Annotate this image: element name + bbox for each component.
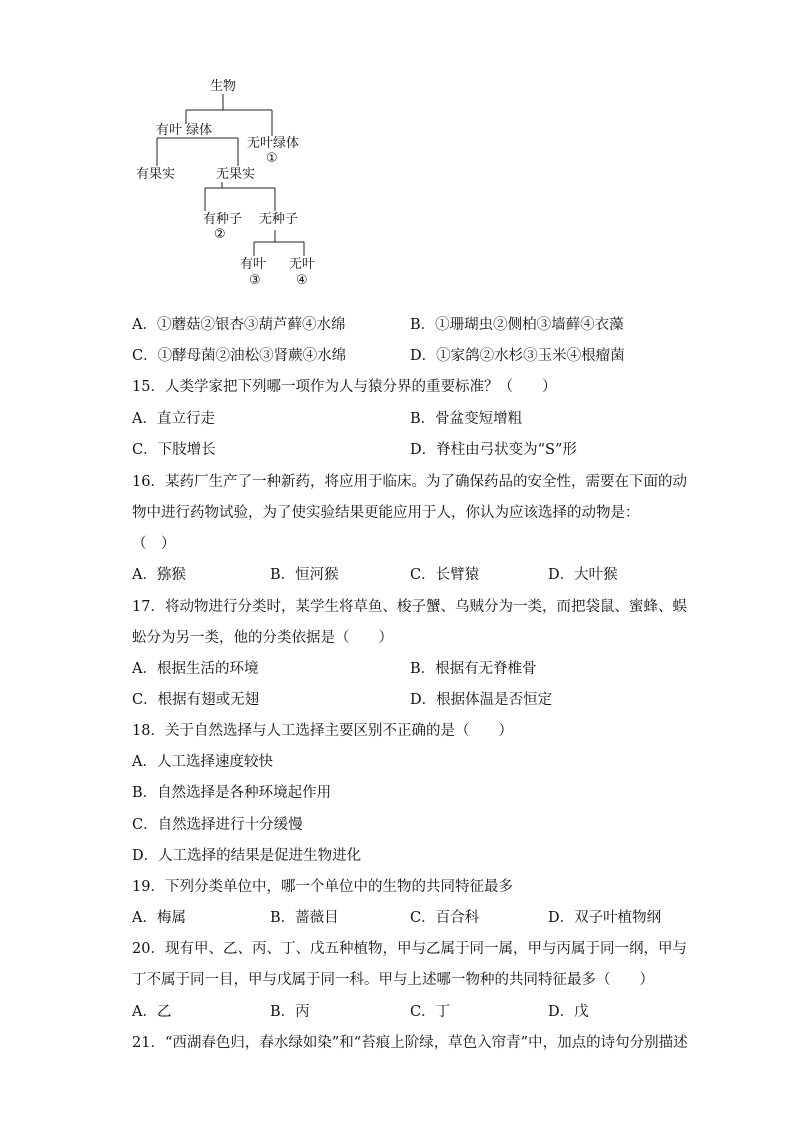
q17-option-b: B．根据有无脊椎骨: [410, 661, 537, 677]
q18-option-b: B．自然选择是各种环境起作用: [132, 785, 332, 801]
q19-stem: 19．下列分类单位中，哪一个单位中的生物的共同特征最多: [132, 879, 513, 895]
tree-mark-3: ③: [249, 273, 261, 288]
q14-option-b: B．①珊瑚虫②侧柏③墙藓④衣藻: [410, 317, 624, 333]
q20-option-a: A．乙: [132, 1004, 172, 1020]
q15-stem: 15．人类学家把下列哪一项作为人与猿分界的重要标准？（ ）: [132, 379, 557, 395]
tree-no-seed-label: 无种子: [259, 212, 299, 227]
q21-stem-line1: 21．“西湖春色归，春水绿如染”和“苔痕上阶绿，草色入帘青”中，加点的诗句分别描述: [132, 1035, 688, 1051]
q17-stem-line2: 蚣分为另一类，他的分类依据是（ ）: [132, 630, 393, 646]
q15-option-d: D．脊柱由弓状变为“S”形: [410, 442, 577, 458]
tree-mark-2: ②: [214, 227, 226, 242]
classification-tree-diagram: [120, 70, 340, 295]
q19-option-c: C．百合科: [410, 910, 480, 926]
q15-option-b: B．骨盆变短增粗: [410, 411, 523, 427]
tree-has-seed-label: 有种子: [203, 212, 243, 227]
q20-stem-line2: 丁不属于同一目，甲与戊属于同一科。甲与上述哪一物种的共同特征最多（ ）: [132, 972, 654, 988]
q17-stem-line1: 17．将动物进行分类时，某学生将草鱼、梭子蟹、乌贼分为一类，而把袋鼠、蜜蜂、蜈: [132, 599, 687, 615]
q20-option-b: B．丙: [270, 1004, 310, 1020]
tree-no-leaf-green-label: 无叶绿体: [247, 136, 300, 151]
q14-option-c: C．①酵母菌②油松③肾蕨④水绵: [132, 348, 347, 364]
q19-option-b: B．蔷薇目: [270, 910, 339, 926]
q15-option-c: C．下肢增长: [132, 442, 216, 458]
q17-option-d: D．根据体温是否恒定: [410, 692, 553, 708]
q16-option-a: A．猕猴: [132, 567, 186, 583]
q18-option-a: A．人工选择速度较快: [132, 754, 273, 770]
q18-option-d: D．人工选择的结果是促进生物进化: [132, 848, 362, 864]
q17-option-a: A．根据生活的环境: [132, 661, 259, 677]
q14-option-a: A．①蘑菇②银杏③葫芦藓④水绵: [132, 317, 346, 333]
tree-no-fruit-label: 无果实: [216, 167, 256, 182]
tree-no-leaf-label: 无叶: [289, 257, 316, 272]
q16-stem-line2: 物中进行药物试验，为了使实验结果更能应用于人，你认为应该选择的动物是：: [132, 505, 640, 521]
q14-option-d: D．①家鸽②水杉③玉米④根瘤菌: [410, 348, 625, 364]
q16-stem-line3: （ ）: [132, 536, 176, 552]
q17-option-c: C．根据有翅或无翅: [132, 692, 260, 708]
q16-option-c: C．长臂猿: [410, 567, 480, 583]
q16-stem-line1: 16．某药厂生产了一种新药，将应用于临床。为了确保药品的安全性，需要在下面的动: [132, 474, 687, 490]
q16-option-b: B．恒河猴: [270, 567, 339, 583]
q19-option-d: D．双子叶植物纲: [548, 910, 662, 926]
q19-option-a: A．梅属: [132, 910, 186, 926]
q16-option-d: D．大叶猴: [548, 567, 618, 583]
tree-mark-1: ①: [266, 151, 278, 166]
tree-has-leaf-green-label: 有叶 绿体: [156, 123, 213, 138]
q18-stem: 18．关于自然选择与人工选择主要区别不正确的是（ ）: [132, 723, 513, 739]
q20-stem-line1: 20．现有甲、乙、丙、丁、戊五种植物，甲与乙属于同一属，甲与丙属于同一纲，甲与: [132, 941, 687, 957]
tree-has-fruit-label: 有果实: [136, 167, 176, 182]
q20-option-d: D．戊: [548, 1004, 589, 1020]
q15-option-a: A．直立行走: [132, 411, 215, 427]
q18-option-c: C．自然选择进行十分缓慢: [132, 817, 303, 833]
tree-root-label: 生物: [210, 79, 237, 94]
q20-option-c: C．丁: [410, 1004, 451, 1020]
tree-mark-4: ④: [296, 273, 308, 288]
tree-has-leaf-label: 有叶: [240, 257, 267, 272]
